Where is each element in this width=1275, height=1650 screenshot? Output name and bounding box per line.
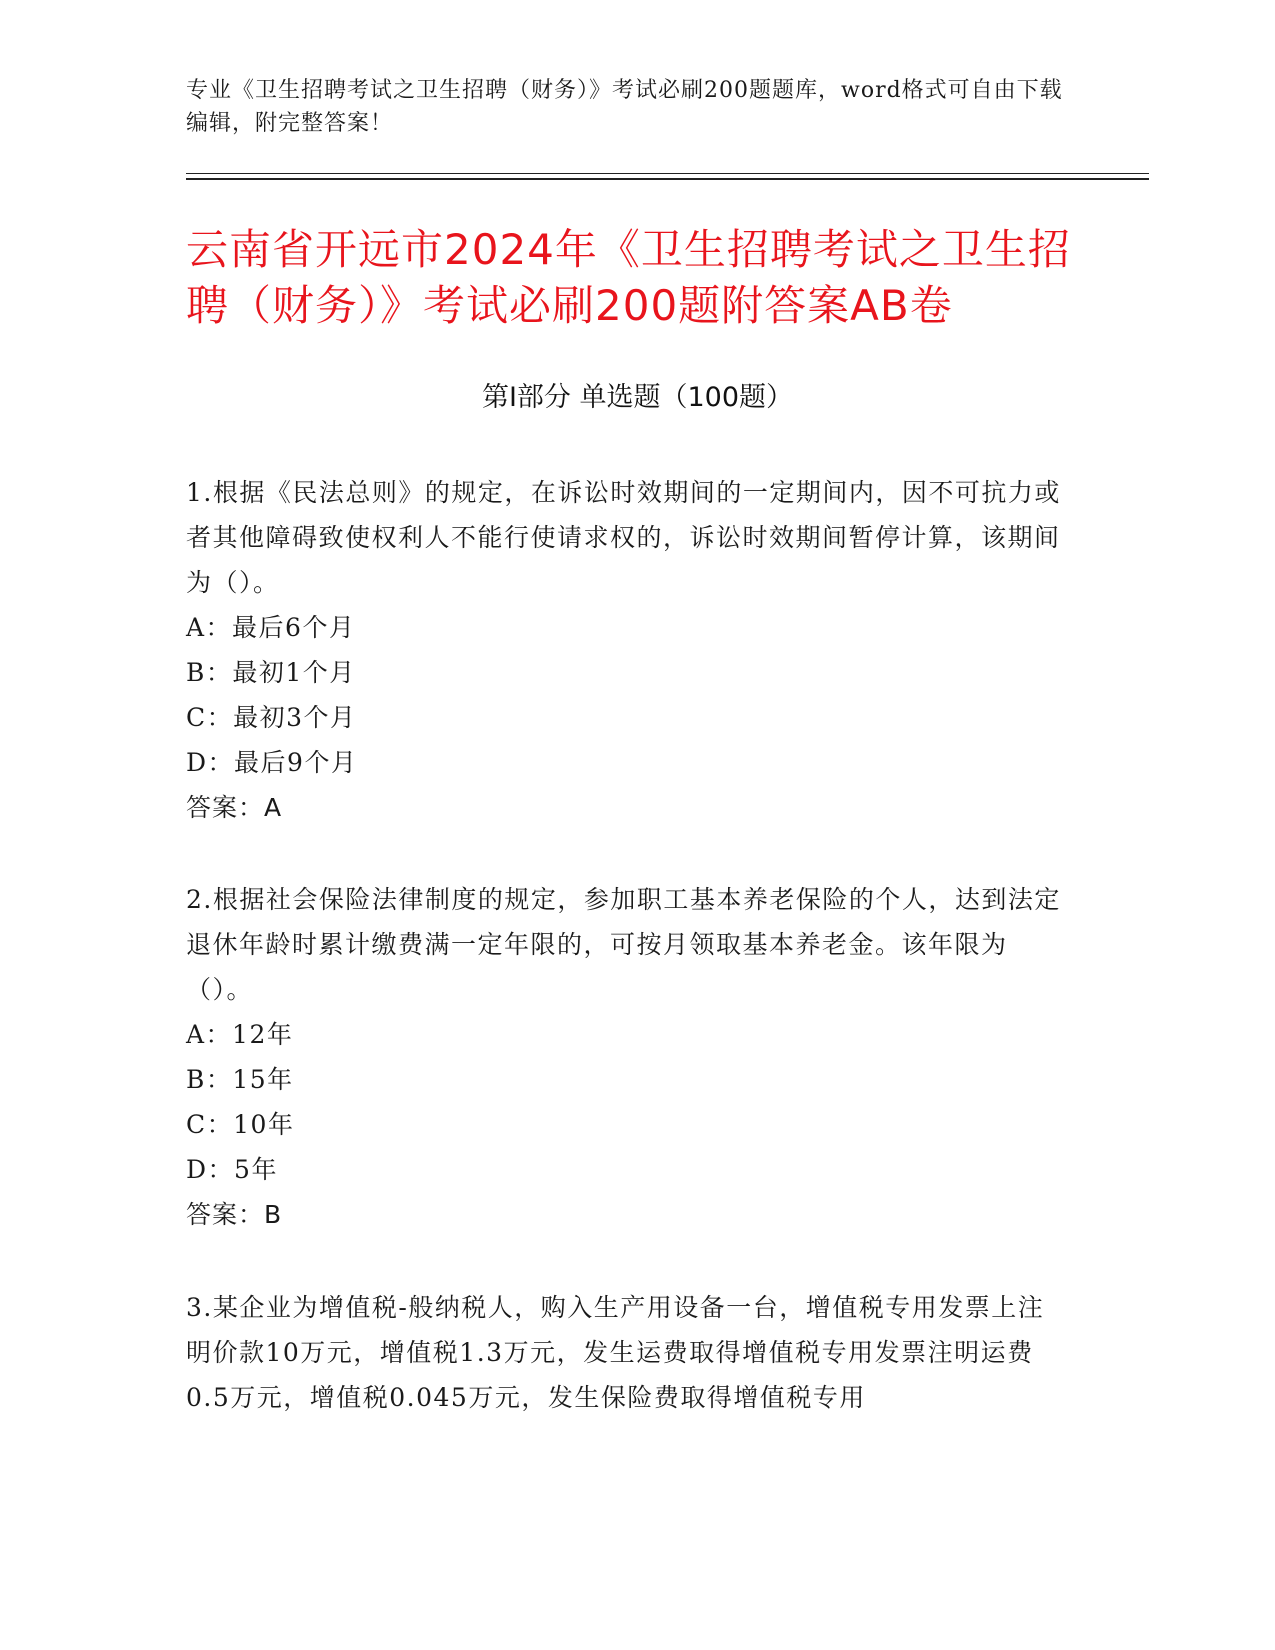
document-title: 云南省开远市2024年《卫生招聘考试之卫生招聘（财务）》考试必刷200题附答案AB卷 [186, 225, 1071, 330]
header-note: 专业《卫生招聘考试之卫生招聘（财务）》考试必刷200题题库，word格式可自由下载编辑，附完整答案！ [186, 78, 1063, 136]
question-1 [186, 470, 1066, 830]
answer-line [186, 1192, 1066, 1237]
section-heading: 第Ⅰ部分 单选题（100题） [481, 382, 794, 413]
option-c: C：10年 [186, 1110, 295, 1139]
option-a: A：12年 [186, 1020, 294, 1049]
option-d: D：5年 [186, 1155, 278, 1184]
option-b: B：15年 [186, 1065, 294, 1094]
answer-value: A [264, 793, 283, 822]
option-a: A：最后6个月 [186, 613, 356, 642]
option-c: C：最初3个月 [186, 703, 357, 732]
question-stem: 2.根据社会保险法律制度的规定，参加职工基本养老保险的个人，达到法定退休年龄时累计缴费满一定年限的，可按月领取基本养老金。该年限为（）。 [186, 885, 1061, 1004]
question-stem: 1.根据《民法总则》的规定，在诉讼时效期间的一定期间内，因不可抗力或者其他障碍致使权利人不能行使请求权的，诉讼时效期间暂停计算，该期间为（）。 [186, 478, 1061, 597]
header-divider-thin [186, 173, 1149, 174]
answer-label: 答案： [186, 793, 265, 822]
header-divider-thick [186, 178, 1149, 180]
question-2 [186, 877, 1066, 1237]
answer-label: 答案： [186, 1200, 265, 1229]
question-3 [186, 1285, 1066, 1420]
answer-line [186, 785, 1066, 830]
question-stem: 3.某企业为增值税-般纳税人，购入生产用设备一台，增值税专用发票上注明价款10万元，增值税1.3万元，发生运费取得增值税专用发票注明运费0.5万元，增值税0.045万元，发生保险费取得增值税专用 [186, 1293, 1045, 1412]
option-d: D：最后9个月 [186, 748, 358, 777]
option-b: B：最初1个月 [186, 658, 356, 687]
answer-value: B [264, 1200, 283, 1229]
